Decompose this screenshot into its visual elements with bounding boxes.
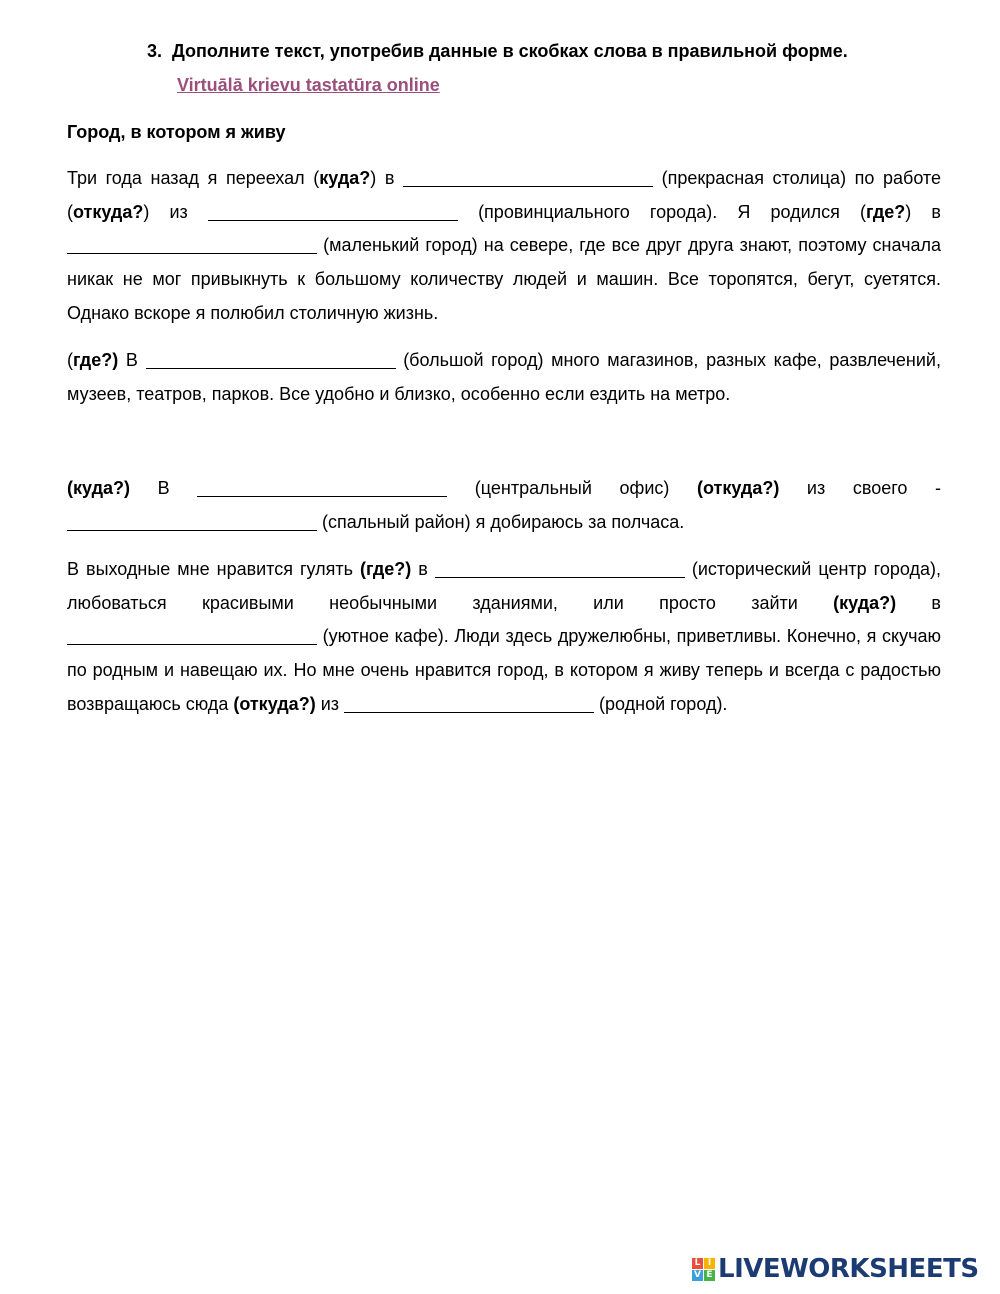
question-word: (где?)	[360, 559, 412, 579]
text-title: Город, в котором я живу	[67, 122, 286, 142]
question-word: (куда?)	[67, 478, 130, 498]
paragraph-3: (куда?) В (центральный офис) (откуда?) из своего - (спальный район) я добираюсь за полчаса.	[67, 478, 941, 532]
blank-field[interactable]	[146, 350, 396, 369]
blank-field[interactable]	[208, 202, 458, 221]
blank-field[interactable]	[67, 626, 317, 645]
blank-field[interactable]	[344, 694, 594, 713]
question-word: где?	[866, 201, 906, 222]
task-number: 3.	[147, 41, 163, 61]
question-word: куда?	[319, 168, 371, 188]
question-word: где?)	[73, 350, 119, 370]
blank-field[interactable]	[403, 168, 653, 187]
blank-field[interactable]	[435, 559, 685, 578]
logo-mark-cell: I	[704, 1258, 715, 1269]
logo-mark-icon	[692, 1258, 715, 1281]
blank-field[interactable]	[67, 512, 317, 531]
task-heading	[147, 39, 848, 63]
task-instruction: Дополните текст, употребив данные в скобках слова в правильной форме.	[172, 41, 848, 61]
paragraph-1: Три года назад я переехал (куда?) в (прекрасная столица) по работе (откуда?) из (провинциального города). Я родился (где?) в (маленький город) на севере, где все друг друга знают, поэтому сначала никак не мог привыкнуть к большому количеству людей и машин. Все торопятся, бегут, суетятся. Однако вскоре я полюбил столичную жизнь.	[67, 168, 941, 323]
question-word: откуда?	[73, 201, 144, 222]
blank-field[interactable]	[67, 235, 317, 254]
paragraph-2: (где?) В (большой город) много магазинов, разных кафе, развлечений, музеев, театров, парков. Все удобно и близко, особенно если ездить на метро.	[67, 350, 941, 404]
question-word: (куда?)	[833, 592, 897, 613]
paragraph-4: В выходные мне нравится гулять (где?) в (исторический центр города), любоваться красивыми необычными зданиями, или просто зайти (куда?) в (уютное кафе). Люди здесь дружелюбны, приветливы. Конечно, я скучаю по родным и навещаю их. Но мне очень нравится город, в котором я живу теперь и всегда с радостью возвращаюсь сюда (откуда?) из (родной город).	[67, 559, 941, 714]
logo-mark-cell: E	[704, 1270, 715, 1281]
question-word: (откуда?)	[233, 693, 316, 714]
logo-mark-cell: V	[692, 1270, 703, 1281]
logo-text: LIVEWORKSHEETS	[718, 1254, 979, 1284]
blank-field[interactable]	[197, 478, 447, 497]
question-word: (откуда?)	[696, 478, 780, 498]
liveworksheets-logo[interactable]	[692, 1254, 979, 1284]
logo-mark-cell: L	[692, 1258, 703, 1269]
virtual-keyboard-link[interactable]: Virtuālā krievu tastatūra online	[177, 75, 440, 95]
